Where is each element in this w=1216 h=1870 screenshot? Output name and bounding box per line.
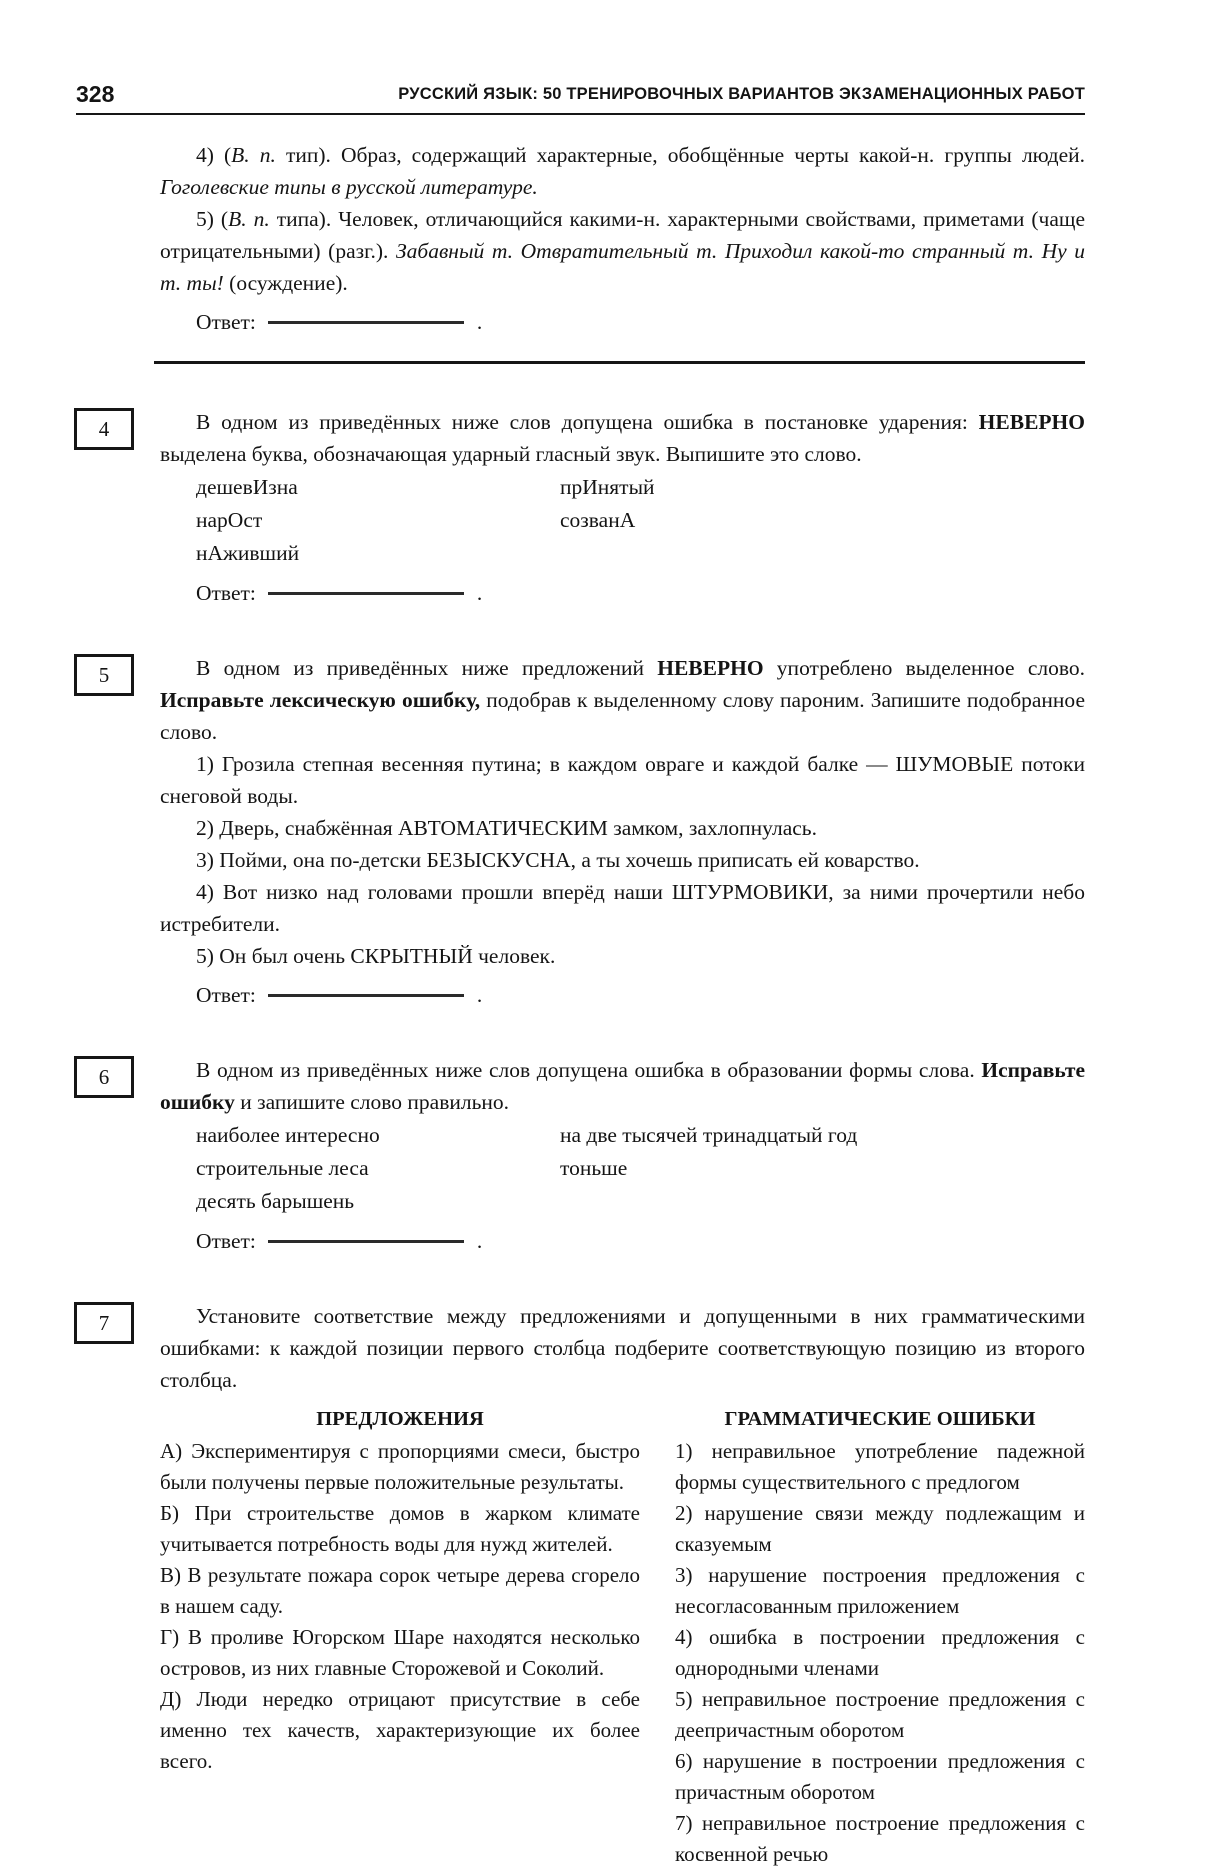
word-item: нарОст xyxy=(196,508,263,532)
error-item: 2) нарушение связи между подлежащим и сказуемым xyxy=(675,1501,1085,1556)
word-item: строительные леса xyxy=(196,1156,369,1180)
word-item: нАживший xyxy=(196,541,300,565)
task-6-word-list xyxy=(160,1119,1085,1218)
task-4-number-box xyxy=(74,408,134,450)
task-4 xyxy=(98,406,1085,610)
answer-period: . xyxy=(476,310,483,334)
matching-left-column xyxy=(160,1404,640,1870)
sentence-option: 5) Он был очень СКРЫТНЫЙ человек. xyxy=(196,944,556,968)
sentence-item: Г) В проливе Югорском Шаре находятся несколько островов, из них главные Сторожевой и Соколий. xyxy=(160,1625,640,1680)
sentence-item: В) В результате пожара сорок четыре дерева сгорело в нашем саду. xyxy=(160,1563,640,1618)
section-separator xyxy=(154,361,1085,364)
right-column-header: ГРАММАТИЧЕСКИЕ ОШИБКИ xyxy=(724,1408,1036,1430)
answer-label: Ответ: xyxy=(196,983,256,1007)
word-item: дешевИзна xyxy=(196,475,298,499)
task-5 xyxy=(98,652,1085,1012)
sentence-item: Б) При строительстве домов в жарком климате учитывается потребность воды для нужд жителей. xyxy=(160,1501,640,1556)
running-head xyxy=(0,0,1216,106)
task-7-number: 7 xyxy=(98,1310,110,1335)
answer-blank-line xyxy=(268,994,464,997)
word-item: десять барышень xyxy=(196,1189,355,1213)
answer-label: Ответ: xyxy=(196,1229,256,1253)
sentence-item: Д) Люди нередко отрицают присутствие в себе именно тех качеств, характеризующие их более всего. xyxy=(160,1687,640,1773)
entry-sense-5: 5) (В. п. типа). Человек, отличающийся какими-н. характерными свойствами, приметами (чаще отрицательными) (разг.). Забавный т. Отвратительный т. Приходил какой-то странный т. Ну и т. ты! (осуждение). xyxy=(160,207,1085,295)
matching-right-column xyxy=(675,1404,1085,1870)
task-5-prompt: В одном из приведённых ниже предложений НЕВЕРНО употреблено выделенное слово. Исправьте лексическую ошибку, подобрав к выделенному слову пароним. Запишите подобранное слово. xyxy=(160,656,1085,744)
task-5-number-box xyxy=(74,654,134,696)
page-content xyxy=(98,139,1086,1870)
sentence-option: 1) Грозила степная весенняя путина; в каждом овраге и каждой балке — ШУМОВЫЕ потоки снеговой воды. xyxy=(160,752,1085,808)
answer-blank-line xyxy=(268,1240,464,1243)
word-item: тоньше xyxy=(560,1156,628,1180)
sentence-option: 4) Вот низко над головами прошли вперёд наши ШТУРМОВИКИ, за ними прочертили небо истребители. xyxy=(160,880,1085,936)
task-4-number: 4 xyxy=(98,416,110,441)
header-rule xyxy=(76,113,1085,115)
dictionary-entry-continuation xyxy=(160,139,1085,339)
error-item: 5) неправильное построение предложения с деепричастным оборотом xyxy=(675,1687,1085,1742)
error-item: 3) нарушение построения предложения с несогласованным приложением xyxy=(675,1563,1085,1618)
answer-line xyxy=(160,978,1085,1012)
running-title: РУССКИЙ ЯЗЫК: 50 ТРЕНИРОВОЧНЫХ ВАРИАНТОВ ЭКЗАМЕНАЦИОННЫХ РАБОТ xyxy=(398,85,1085,103)
answer-label: Ответ: xyxy=(196,581,256,605)
page-number: 328 xyxy=(76,81,115,107)
sentence-item: А) Экспериментируя с пропорциями смеси, быстро были получены первые положительные результаты. xyxy=(160,1439,640,1494)
left-column-header: ПРЕДЛОЖЕНИЯ xyxy=(316,1408,484,1430)
word-item: на две тысячей тринадцатый год xyxy=(560,1123,858,1147)
answer-line xyxy=(160,576,1085,610)
task-6-number: 6 xyxy=(98,1064,110,1089)
task-6-number-box xyxy=(74,1056,134,1098)
error-item: 4) ошибка в построении предложения с однородными членами xyxy=(675,1625,1085,1680)
error-item: 6) нарушение в построении предложения с причастным оборотом xyxy=(675,1749,1085,1804)
error-item: 7) неправильное построение предложения с косвенной речью xyxy=(675,1811,1085,1866)
entry-sense-4: 4) (В. п. тип). Образ, содержащий характерные, обобщённые черты какой-н. группы людей. Гоголевские типы в русской литературе. xyxy=(160,143,1086,199)
answer-blank-line xyxy=(268,321,464,324)
task-7-number-box xyxy=(74,1302,134,1344)
matching-table xyxy=(160,1404,1085,1870)
sentence-option: 2) Дверь, снабжённая АВТОМАТИЧЕСКИМ замком, захлопнулась. xyxy=(196,816,817,840)
task-4-word-list xyxy=(160,471,1085,570)
answer-period: . xyxy=(476,581,483,605)
task-6 xyxy=(98,1054,1085,1258)
error-item: 1) неправильное употребление падежной формы существительного с предлогом xyxy=(675,1439,1085,1494)
word-item: наиболее интересно xyxy=(196,1123,380,1147)
answer-period: . xyxy=(476,1229,483,1253)
task-4-prompt: В одном из приведённых ниже слов допущена ошибка в постановке ударения: НЕВЕРНО выделена буква, обозначающая ударный гласный звук. Выпишите это слово. xyxy=(160,410,1085,466)
task-7-prompt: Установите соответствие между предложениями и допущенными в них грамматическими ошибками: к каждой позиции первого столбца подберите соответствующую позицию из второго столбца. xyxy=(160,1304,1085,1392)
word-item: прИнятый xyxy=(560,475,655,499)
answer-blank-line xyxy=(268,592,464,595)
word-item: созванА xyxy=(560,508,636,532)
answer-line xyxy=(160,1224,1085,1258)
task-7 xyxy=(98,1300,1085,1870)
task-5-number: 5 xyxy=(98,662,110,687)
task-6-prompt: В одном из приведённых ниже слов допущена ошибка в образовании формы слова. Исправьте ошибку и запишите слово правильно. xyxy=(160,1058,1085,1114)
answer-period: . xyxy=(476,983,483,1007)
sentence-option: 3) Пойми, она по-детски БЕЗЫСКУСНА, а ты хочешь приписать ей коварство. xyxy=(196,848,920,872)
answer-line xyxy=(160,305,1085,339)
answer-label: Ответ: xyxy=(196,310,256,334)
